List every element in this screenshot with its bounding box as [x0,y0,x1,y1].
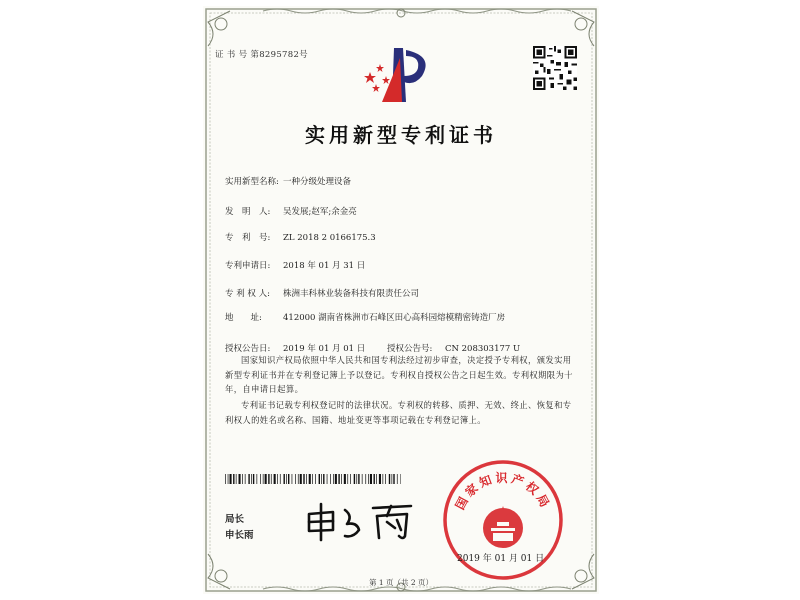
barcode-bar [365,474,366,484]
barcode [225,474,401,484]
barcode-bar [374,474,375,484]
barcode-bar [385,474,386,484]
field-patent-number [225,231,376,243]
barcode-bar [260,474,261,484]
seal-text: 国家知识产权局 [452,471,554,513]
barcode-bar [280,474,281,484]
director-title: 局长 [225,514,245,525]
barcode-bar [292,474,293,484]
barcode-bar [362,474,363,484]
barcode-bar [379,474,381,484]
barcode-bar [341,474,342,484]
barcode-bar [370,474,372,484]
barcode-bar [312,474,313,484]
director-name: 申长雨 [225,530,254,541]
field-value: 株洲丰科林业装备科技有限责任公司 [283,289,420,299]
barcode-bar [376,474,377,484]
barcode-bar [300,474,302,484]
barcode-bar [251,474,252,484]
barcode-bar [309,474,311,484]
barcode-bar [344,474,346,484]
field-value: ZL 2018 2 0166175.3 [283,233,376,243]
field-label: 授权公告日: [225,344,271,354]
barcode-bar [242,474,243,484]
page-number: 第 1 页（共 2 页） [368,578,434,587]
barcode-bar [236,474,237,484]
barcode-bar [274,474,276,484]
barcode-bar [354,474,355,484]
barcode-bar [228,474,229,484]
barcode-bar [321,474,322,484]
barcode-bar [298,474,299,484]
barcode-bar [253,474,254,484]
field-label: 发 明 人: [225,207,271,217]
barcode-bar [263,474,264,484]
barcode-bar [335,474,337,484]
barcode-bar [303,474,304,484]
barcode-bar [323,474,324,484]
field-label: 专 利 权 人: [225,289,270,299]
field-label: 专 利 号: [225,233,271,243]
barcode-bar [271,474,272,484]
barcode-bar [383,474,384,484]
field-inventors [225,205,357,217]
barcode-bar [327,474,328,484]
barcode-bar [350,474,351,484]
barcode-bar [295,474,296,484]
field-value: 吴发展;赵军;余金亮 [283,207,357,217]
barcode-bar [268,474,269,484]
barcode-bar [225,474,226,484]
director-signature [303,500,419,542]
barcode-bar [248,474,249,484]
barcode-bar [288,474,289,484]
field-utility-model-name [225,175,351,187]
barcode-bar [239,474,241,484]
field-patentee [225,287,419,299]
field-value: 412000 湖南省株洲市石峰区田心高科园熔模精密铸造厂房 [283,313,506,323]
field-value: 2018 年 01 月 31 日 [283,261,366,271]
barcode-bar [330,474,331,484]
barcode-bar [397,474,398,484]
field-address [225,312,537,325]
barcode-bar [389,474,390,484]
seal-date: 2019 年 01 月 01 日 [457,554,545,564]
grant-statement-paragraph: 国家知识产权局依照中华人民共和国专利法经过初步审查，决定授予专利权，颁发实用新型专利证书并在专利登记簿上予以登记。专利权自授权公告之日起生效。专利权期限为十年，自申请日起算。 [225,355,573,394]
barcode-bar [392,474,393,484]
field-label: 实用新型名称: [225,177,279,187]
barcode-bar [257,474,258,484]
barcode-bar [265,474,267,484]
barcode-bar [230,474,232,484]
barcode-bar [347,474,348,484]
certificate-title: 实用新型专利证书 [305,123,497,147]
barcode-bar [401,474,402,484]
field-label: 地 址: [225,313,262,323]
field-application-date [225,259,365,271]
barcode-bar [306,474,307,484]
patent-office-logo [362,42,438,104]
field-label: 专利申请日: [225,261,271,271]
certificate-number: 证 书 号 第8295782号 [215,50,308,60]
barcode-bar [338,474,339,484]
field-value: 2019 年 01 月 01 日 [283,344,366,354]
barcode-bar [368,474,369,484]
legal-status-paragraph: 专利证书记载专利权登记时的法律状况。专利权的转移、质押、无效、终止、恢复和专利权人的姓名或名称、国籍、地址变更等事项记载在专利登记簿上。 [225,400,572,425]
patent-certificate [203,6,599,594]
barcode-bar [315,474,316,484]
svg-text:国家知识产权局 [453,470,553,512]
field-label: 授权公告号: [387,344,433,354]
barcode-bar [358,474,359,484]
barcode-bar [393,474,394,484]
barcode-bar [333,474,334,484]
barcode-bar [277,474,278,484]
field-value: CN 208303177 U [445,344,521,354]
barcode-bar [356,474,357,484]
barcode-bar [245,474,246,484]
qr-code [533,46,577,90]
barcode-bar [233,474,234,484]
barcode-bar [319,474,320,484]
field-value: 一种分级处理设备 [283,177,352,187]
barcode-bar [284,474,285,484]
barcode-bar [286,474,287,484]
